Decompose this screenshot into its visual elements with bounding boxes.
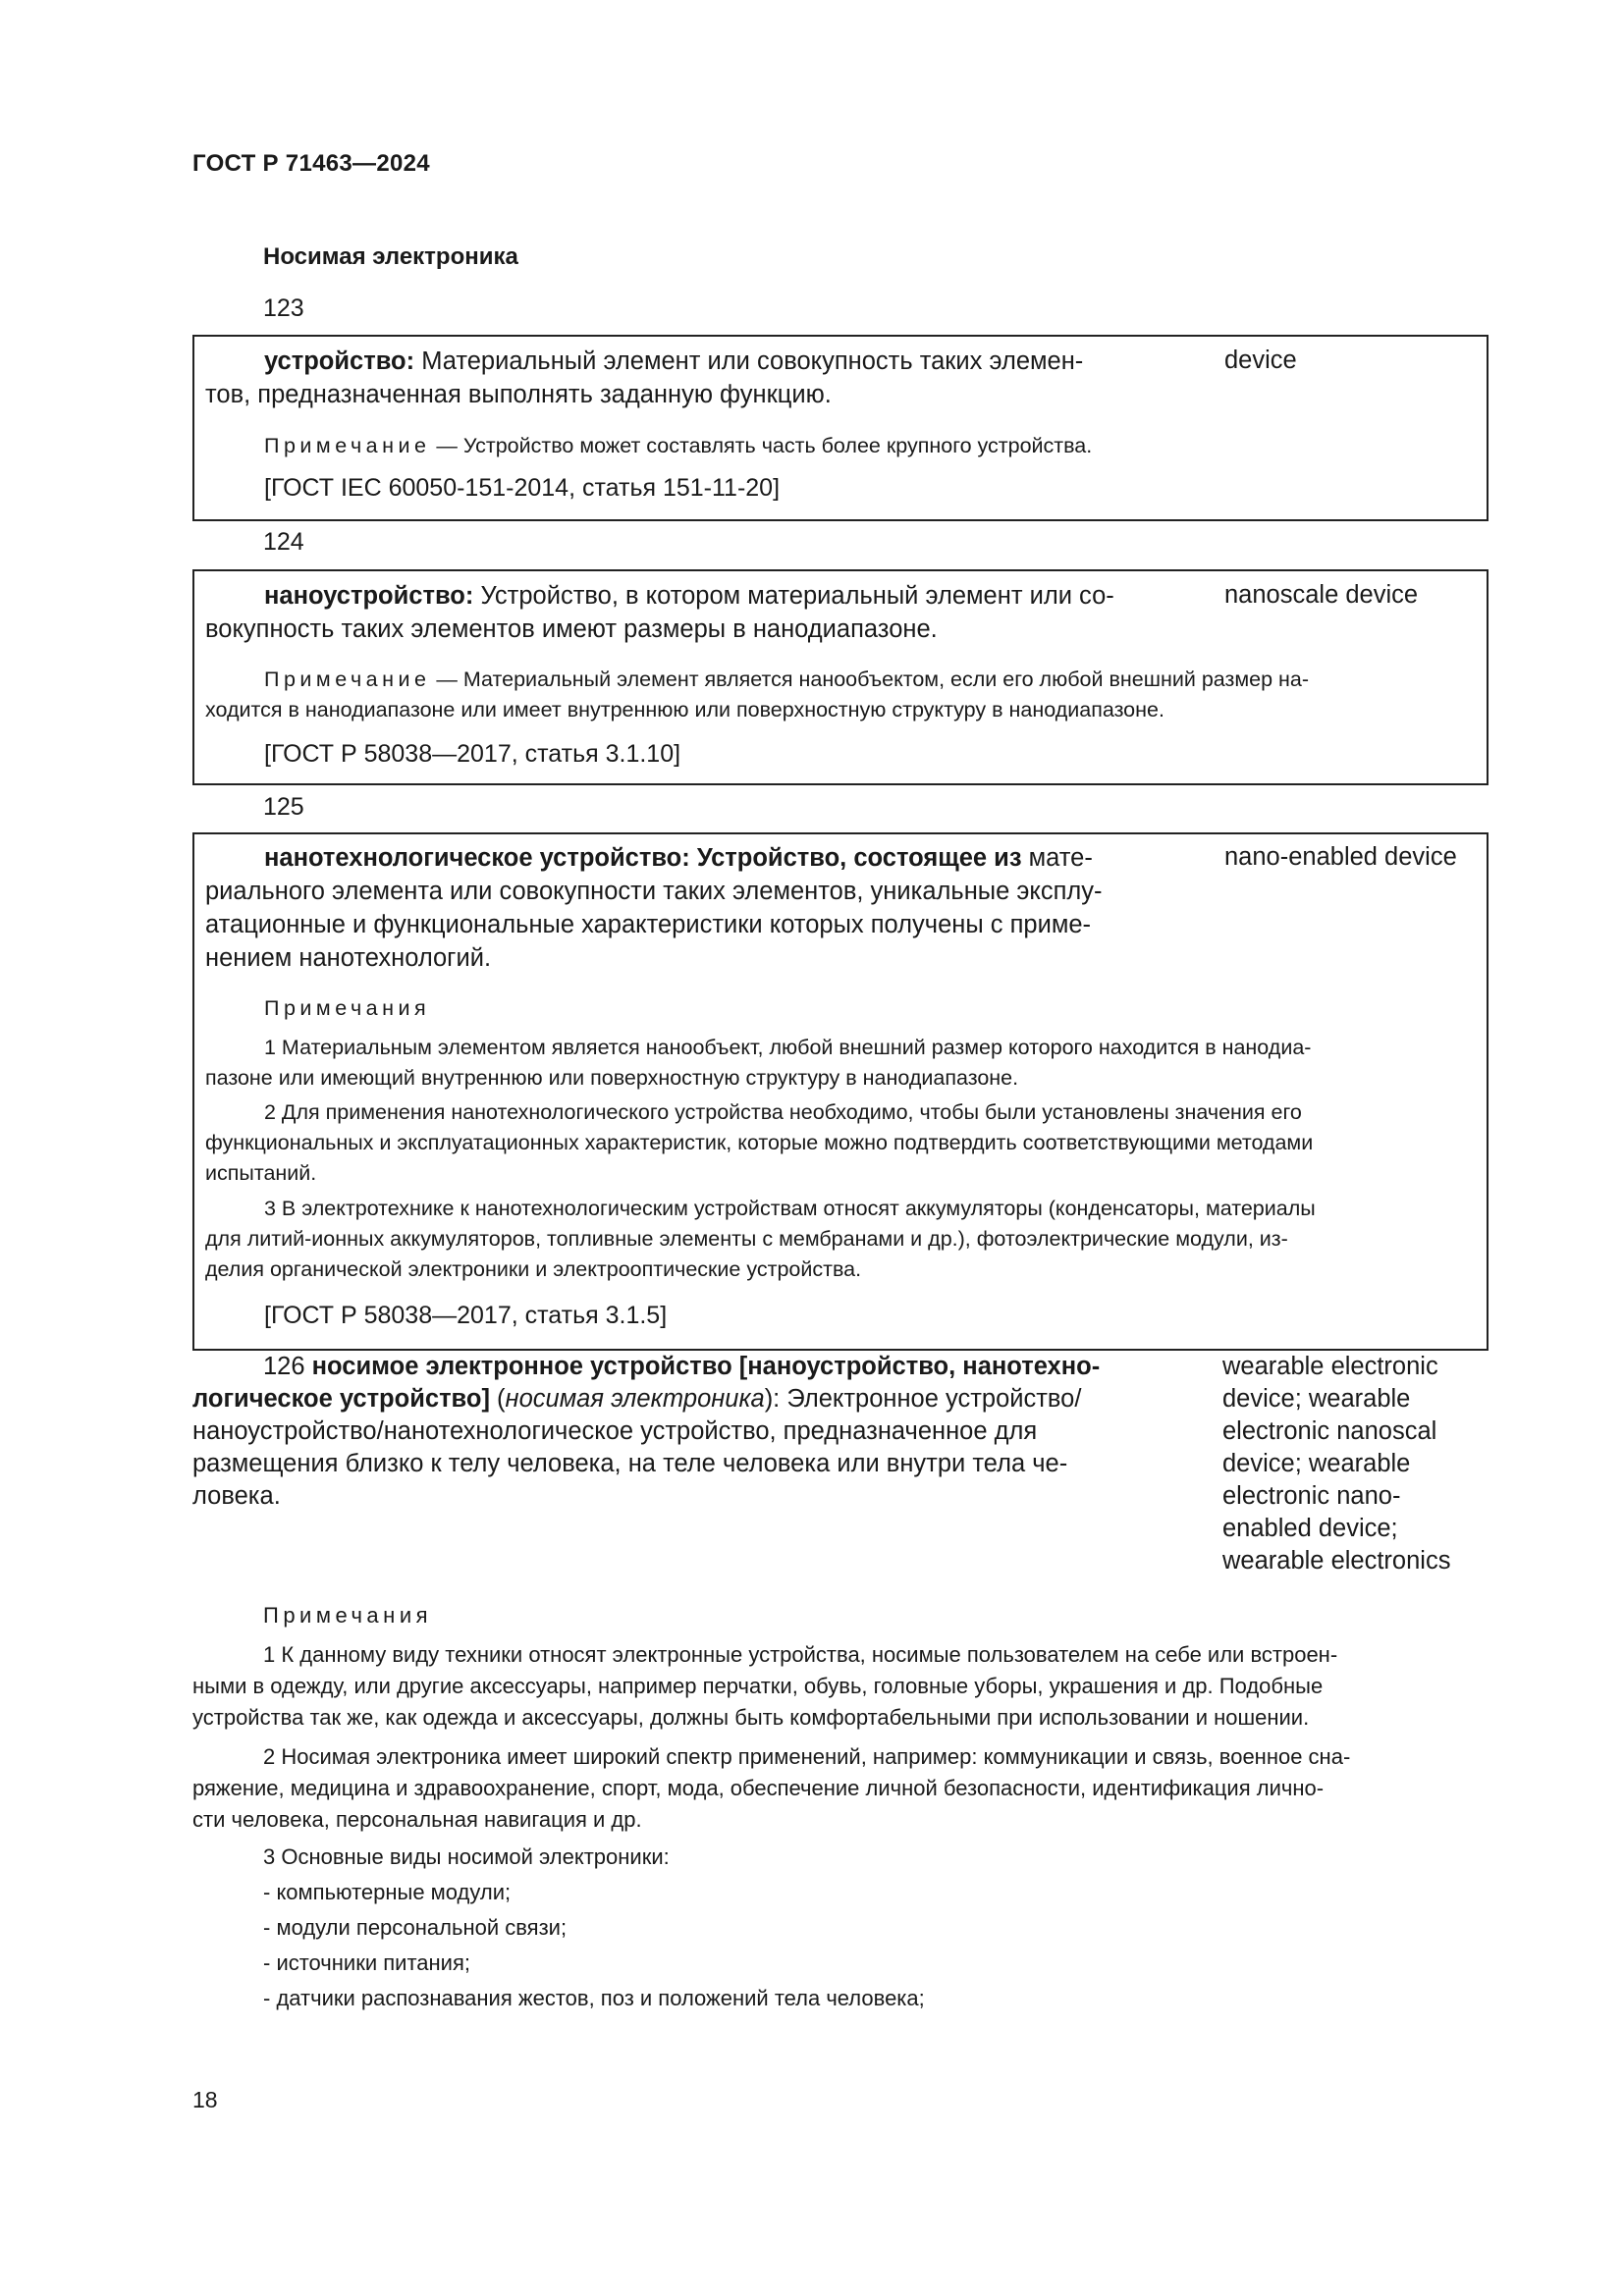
english-term-124: nanoscale device — [1224, 581, 1419, 609]
term-name: носимое электронное устройство [наноустройство, нанотехно- — [311, 1353, 1101, 1380]
note-text: ными в одежду, или другие аксессуары, например перчатки, обувь, головные уборы, украшения и др. Подобные — [192, 1674, 1324, 1698]
reference-125: [ГОСТ Р 58038—2017, статья 3.1.5] — [264, 1302, 668, 1329]
note-text: — Материальный элемент является нанообъектом, если его любой внешний размер на- — [430, 667, 1310, 691]
note-text: ходится в нанодиапазоне или имеет внутреннюю или поверхностную структуру в нанодиапазоне. — [205, 698, 1164, 721]
note-123 — [205, 431, 1482, 461]
english-line: enabled device; — [1222, 1515, 1398, 1542]
term-text: риального элемента или совокупности таких элементов, уникальные эксплу- — [205, 878, 1103, 905]
reference-124: [ГОСТ Р 58038—2017, статья 3.1.10] — [264, 740, 681, 768]
note-3-126 — [192, 1842, 1489, 1873]
notes-label-126 — [192, 1600, 1489, 1631]
term-definition-124 — [205, 579, 1378, 646]
note-label: Примечание — [264, 434, 431, 457]
note-text: ряжение, медицина и здравоохранение, спорт, мода, обеспечение личной безопасности, идентификация лично- — [192, 1776, 1325, 1800]
term-text: вокупность таких элементов имеют размеры в нанодиапазоне. — [205, 615, 938, 643]
notes-label: Примечания — [264, 996, 431, 1020]
entry-number-126: 126 — [263, 1353, 305, 1380]
note-1-126 — [192, 1639, 1489, 1734]
note-2-125 — [205, 1097, 1482, 1189]
note-3-125 — [205, 1194, 1482, 1285]
term-text: Материальный элемент или совокупность таких элемен- — [414, 347, 1084, 375]
document-code-header: ГОСТ Р 71463—2024 — [192, 150, 430, 177]
term-text: мате- — [1021, 844, 1093, 872]
term-definition-123 — [205, 345, 1378, 411]
note-text: 3 В электротехнике к нанотехнологическим устройствам относят аккумуляторы (конденсаторы, материалы — [264, 1197, 1316, 1220]
page-number: 18 — [192, 2087, 218, 2112]
entry-number-124: 124 — [263, 528, 304, 556]
note-text: 2 Для применения нанотехнологического устройства необходимо, чтобы были установлены значения его — [264, 1100, 1302, 1124]
term-name: устройство: — [264, 347, 415, 375]
note-text: для литий-ионных аккумуляторов, топливные элементы с мембранами и др.), фотоэлектрические модули, из- — [205, 1227, 1288, 1251]
note-text: сти человека, персональная навигация и др. — [192, 1807, 642, 1832]
term-definition-126 — [192, 1351, 1176, 1513]
note-2-126 — [192, 1741, 1489, 1836]
synonym-italic: носимая электроника — [505, 1385, 765, 1413]
term-box-123 — [192, 335, 1489, 521]
note-text: устройства так же, как одежда и аксессуары, должны быть комфортабельными при использовании и ношении. — [192, 1705, 1310, 1730]
entry-number-125: 125 — [263, 793, 304, 821]
term-name: наноустройство: — [264, 582, 474, 610]
note-text: 1 Материальным элементом является нанообъект, любой внешний размер которого находится в нанодиа- — [264, 1036, 1312, 1059]
term-box-125 — [192, 832, 1489, 1351]
reference-123: [ГОСТ IEC 60050-151-2014, статья 151-11-20] — [264, 474, 781, 502]
english-line: device; wearable — [1222, 1385, 1411, 1413]
term-name: логическое устройство] — [192, 1385, 490, 1413]
note-text: 3 Основные виды носимой электроники: — [263, 1844, 670, 1869]
term-text: наноустройство/нанотехнологическое устройство, предназначенное для — [192, 1417, 1038, 1445]
term-text: нением нанотехнологий. — [205, 944, 492, 972]
term-definition-125 — [205, 841, 1378, 975]
english-line: electronic nano- — [1222, 1482, 1401, 1510]
english-term-126 — [1222, 1351, 1517, 1577]
term-text: размещения близко к телу человека, на теле человека или внутри тела че- — [192, 1450, 1068, 1477]
note-text: 1 К данному виду техники относят электронные устройства, носимые пользователем на себе или встроен- — [263, 1642, 1338, 1667]
list-item: - модули персональной связи; — [263, 1915, 568, 1940]
note-label: Примечание — [264, 667, 431, 691]
notes-label-125 — [205, 993, 1482, 1024]
note-text: функциональных и эксплуатационных характеристик, которые можно подтвердить соответствующими методами — [205, 1131, 1314, 1154]
english-line: wearable electronics — [1222, 1547, 1451, 1575]
note-text: делия органической электроники и электрооптические устройства. — [205, 1257, 862, 1281]
note-124 — [205, 665, 1482, 725]
note-text: пазоне или имеющий внутреннюю или поверхностную структуру в нанодиапазоне. — [205, 1066, 1019, 1090]
term-text: Устройство, в котором материальный элемент или со- — [473, 582, 1114, 610]
entry-number-123: 123 — [263, 294, 304, 322]
note-text: — Устройство может составлять часть более крупного устройства. — [430, 434, 1093, 457]
term-text: атационные и функциональные характеристики которых получены с приме- — [205, 911, 1092, 938]
term-text: тов, предназначенная выполнять заданную функцию. — [205, 381, 832, 408]
note-1-125 — [205, 1033, 1482, 1094]
english-line: electronic nanoscal — [1222, 1417, 1437, 1445]
list-item: - источники питания; — [263, 1950, 470, 1975]
list-item: - датчики распознавания жестов, поз и положений тела человека; — [263, 1986, 925, 2010]
note-text: 2 Носимая электроника имеет широкий спектр применений, например: коммуникации и связь, военное сна- — [263, 1744, 1351, 1769]
english-line: device; wearable — [1222, 1450, 1411, 1477]
section-title: Носимая электроника — [263, 243, 518, 270]
term-text: ): Электронное устройство/ — [764, 1385, 1082, 1413]
term-text: ловека. — [192, 1482, 281, 1510]
term-text: ( — [489, 1385, 506, 1413]
term-box-124 — [192, 569, 1489, 785]
term-name: нанотехнологическое устройство: Устройство, состоящее из — [264, 844, 1022, 872]
note-text: испытаний. — [205, 1161, 317, 1185]
english-term-123: device — [1224, 347, 1297, 374]
english-term-125: nano-enabled device — [1224, 843, 1457, 871]
english-line: wearable electronic — [1222, 1353, 1438, 1380]
list-item: - компьютерные модули; — [263, 1880, 512, 1904]
notes-label: Примечания — [263, 1603, 433, 1628]
